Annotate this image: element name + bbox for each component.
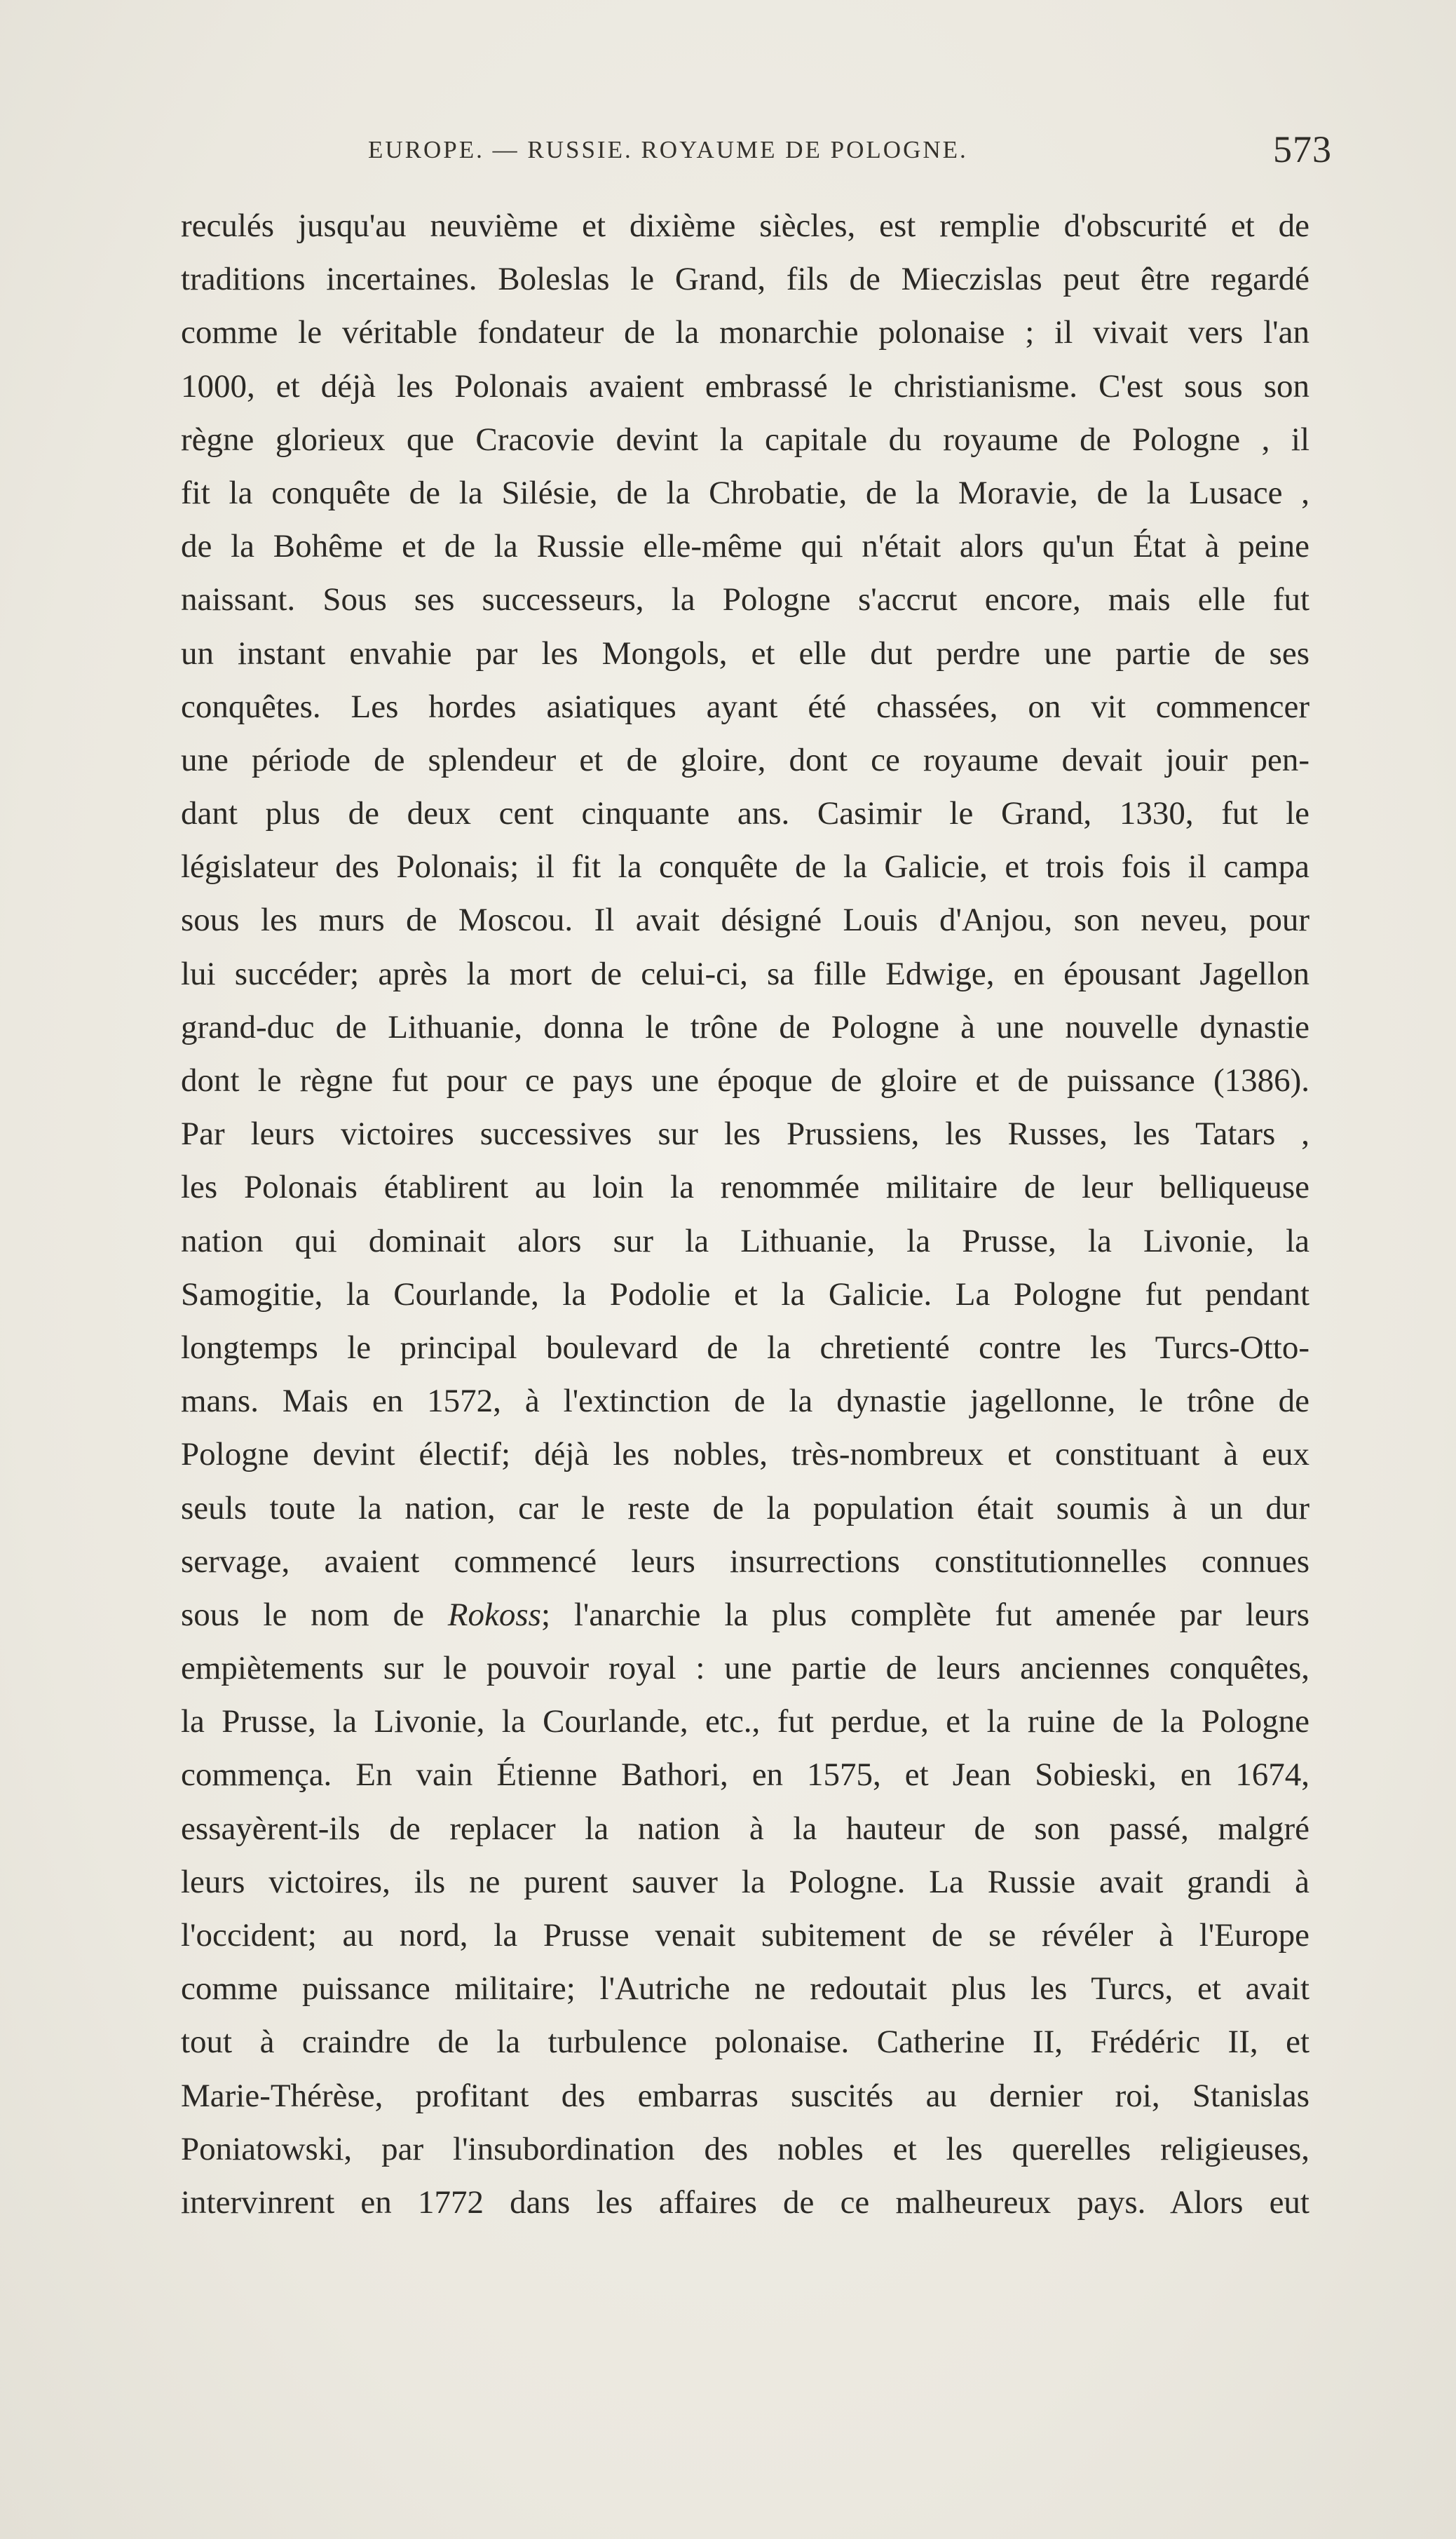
text-line: Par leurs victoires successives sur les Prussiens, les Russes, les Tatars ,: [181, 1116, 1309, 1153]
text-line: fit la conquête de la Silésie, de la Chrobatie, de la Moravie, de la Lusace ,: [181, 474, 1309, 511]
text-line: sous les murs de Moscou. Il avait désigné Louis d'Anjou, son neveu, pour: [181, 902, 1309, 939]
text-line: servage, avaient commencé leurs insurrections constitutionnelles connues: [181, 1543, 1309, 1580]
text-line: tout à craindre de la turbulence polonaise. Catherine II, Frédéric II, et: [181, 2024, 1309, 2061]
text-line: législateur des Polonais; il fit la conquête de la Galicie, et trois fois il campa: [181, 848, 1309, 886]
text-line: commença. En vain Étienne Bathori, en 1575, et Jean Sobieski, en 1674,: [181, 1756, 1309, 1794]
text-line: la Prusse, la Livonie, la Courlande, etc., fut perdue, et la ruine de la Pologne: [181, 1703, 1309, 1740]
text-line: un instant envahie par les Mongols, et elle dut perdre une partie de ses: [181, 635, 1309, 672]
rokoss-after: ; l'anarchie la plus complète fut amenée par leurs: [540, 1596, 1309, 1633]
rokoss-before: sous le nom de: [181, 1596, 448, 1633]
text-line: une période de splendeur et de gloire, dont ce royaume devait jouir pen-: [181, 741, 1309, 778]
text-line: conquêtes. Les hordes asiatiques ayant été chassées, on vit commencer: [181, 688, 1309, 725]
text-line: grand-duc de Lithuanie, donna le trône de Pologne à une nouvelle dynastie: [181, 1008, 1309, 1045]
text-line: dant plus de deux cent cinquante ans. Casimir le Grand, 1330, fut le: [181, 795, 1309, 832]
text-line: empiètements sur le pouvoir royal : une partie de leurs anciennes conquêtes,: [181, 1650, 1309, 1687]
text-line: 1000, et déjà les Polonais avaient embrassé le christianisme. C'est sous son: [181, 367, 1309, 405]
page-header: [368, 128, 1332, 177]
text-line: dont le règne fut pour ce pays une époque de gloire et de puissance (1386).: [181, 1062, 1309, 1099]
text-line: essayèrent-ils de replacer la nation à la hauteur de son passé, malgré: [181, 1810, 1309, 1847]
text-line: intervinrent en 1772 dans les affaires de ce malheureux pays. Alors eut: [181, 2183, 1309, 2221]
text-line: de la Bohême et de la Russie elle-même qui n'était alors qu'un État à peine: [181, 528, 1309, 565]
text-line: traditions incertaines. Boleslas le Grand, fils de Mieczislas peut être regardé: [181, 261, 1309, 298]
text-line: Pologne devint électif; déjà les nobles, très-nombreux et constituant à eux: [181, 1436, 1309, 1473]
text-line: seuls toute la nation, car le reste de la population était soumis à un dur: [181, 1489, 1309, 1526]
text-line: mans. Mais en 1572, à l'extinction de la dynastie jagellonne, le trône de: [181, 1383, 1309, 1420]
text-line: nation qui dominait alors sur la Lithuanie, la Prusse, la Livonie, la: [181, 1222, 1309, 1259]
text-line-rokoss: [181, 1588, 1309, 1641]
text-line: comme puissance militaire; l'Autriche ne redoutait plus les Turcs, et avait: [181, 1970, 1309, 2007]
text-line: règne glorieux que Cracovie devint la capitale du royaume de Pologne , il: [181, 421, 1309, 458]
text-line: Poniatowski, par l'insubordination des nobles et les querelles religieuses,: [181, 2130, 1309, 2167]
text-line: les Polonais établirent au loin la renommée militaire de leur belliqueuse: [181, 1169, 1309, 1206]
text-line: reculés jusqu'au neuvième et dixième siècles, est remplie d'obscurité et de: [181, 208, 1309, 244]
page-number: 573: [1273, 128, 1332, 170]
body-text: [181, 199, 1309, 2229]
text-line: leurs victoires, ils ne purent sauver la Pologne. La Russie avait grandi à: [181, 1863, 1309, 1900]
text-line: l'occident; au nord, la Prusse venait subitement de se révéler à l'Europe: [181, 1917, 1309, 1954]
text-line: lui succéder; après la mort de celui-ci, sa fille Edwige, en épousant Jagellon: [181, 955, 1309, 992]
text-line: comme le véritable fondateur de la monarchie polonaise ; il vivait vers l'an: [181, 314, 1309, 351]
text-line: naissant. Sous ses successeurs, la Pologne s'accrut encore, mais elle fut: [181, 581, 1309, 618]
text-line: Samogitie, la Courlande, la Podolie et la Galicie. La Pologne fut pendant: [181, 1275, 1309, 1313]
rokoss-term: Rokoss: [447, 1596, 541, 1633]
running-head: EUROPE. — RUSSIE. ROYAUME DE POLOGNE.: [368, 136, 968, 163]
text-line: longtemps le principal boulevard de la chretienté contre les Turcs-Otto-: [181, 1329, 1309, 1366]
text-line: Marie-Thérèse, profitant des embarras suscités au dernier roi, Stanislas: [181, 2077, 1309, 2114]
